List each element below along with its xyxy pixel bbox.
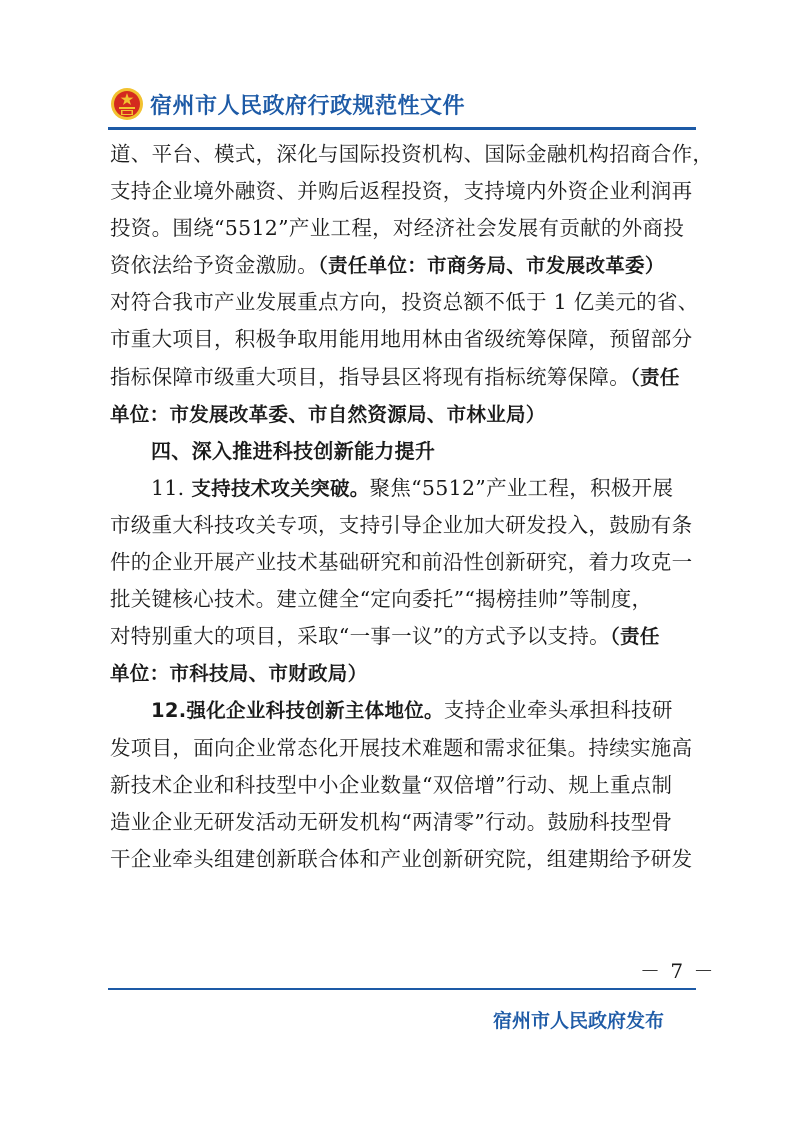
body-line: 投资。围绕“5512”产业工程，对经济社会发展有贡献的外商投 (110, 216, 685, 241)
body-line: 件的企业开展产业技术基础研究和前沿性创新研究，着力攻克一 (110, 550, 693, 575)
body-line: 单位：市发展改革委、市自然资源局、市林业局） (110, 402, 546, 426)
body-line: 对符合我市产业发展重点方向，投资总额不低于 1 亿美元的省、 (110, 290, 699, 315)
document-header (110, 86, 465, 122)
body-line: 指标保障市级重大项目，指导县区将现有指标统筹保障。（责任 (110, 364, 680, 389)
body-text (110, 136, 714, 878)
section-heading: 四、深入推进科技创新能力提升 (151, 438, 436, 463)
body-line: 发项目，面向企业常态化开展技术难题和需求征集。持续实施高 (110, 735, 693, 760)
body-line: 道、平台、模式，深化与国际投资机构、国际金融机构招商合作， (110, 142, 714, 166)
body-line: 市级重大科技攻关专项，支持引导企业加大研发投入，鼓励有条 (110, 512, 693, 537)
footer-rule (108, 988, 696, 990)
body-line: 支持企业境外融资、并购后返程投资，支持境内外资企业利润再 (110, 179, 693, 204)
page-number: － 7 － (640, 959, 716, 983)
body-line: 市重大项目，积极争取用能用地用林由省级统筹保障，预留部分 (110, 327, 693, 352)
body-line: 11. 支持技术攻关突破。聚焦“5512”产业工程，积极开展 (151, 475, 674, 500)
body-line: 干企业牵头组建创新联合体和产业创新研究院，组建期给予研发 (110, 846, 693, 871)
national-emblem-icon (110, 87, 144, 121)
body-line: 12.强化企业科技创新主体地位。支持企业牵头承担科技研 (151, 698, 673, 723)
body-line: 资依法给予资金激励。（责任单位：市商务局、市发展改革委） (110, 253, 665, 278)
body-line: 新技术企业和科技型中小企业数量“双倍增”行动、规上重点制 (110, 772, 673, 797)
body-line: 单位：市科技局、市财政局） (110, 662, 368, 686)
body-line: 对特别重大的项目，采取“一事一议”的方式予以支持。（责任 (110, 624, 660, 649)
header-rule (108, 127, 696, 130)
footer-publisher: 宿州市人民政府发布 (493, 1010, 665, 1032)
body-line: 造业企业无研发活动无研发机构“两清零”行动。鼓励科技型骨 (110, 809, 673, 834)
body-line: 批关键核心技术。建立健全“定向委托”“揭榜挂帅”等制度， (110, 587, 653, 612)
header-title: 宿州市人民政府行政规范性文件 (150, 93, 466, 119)
